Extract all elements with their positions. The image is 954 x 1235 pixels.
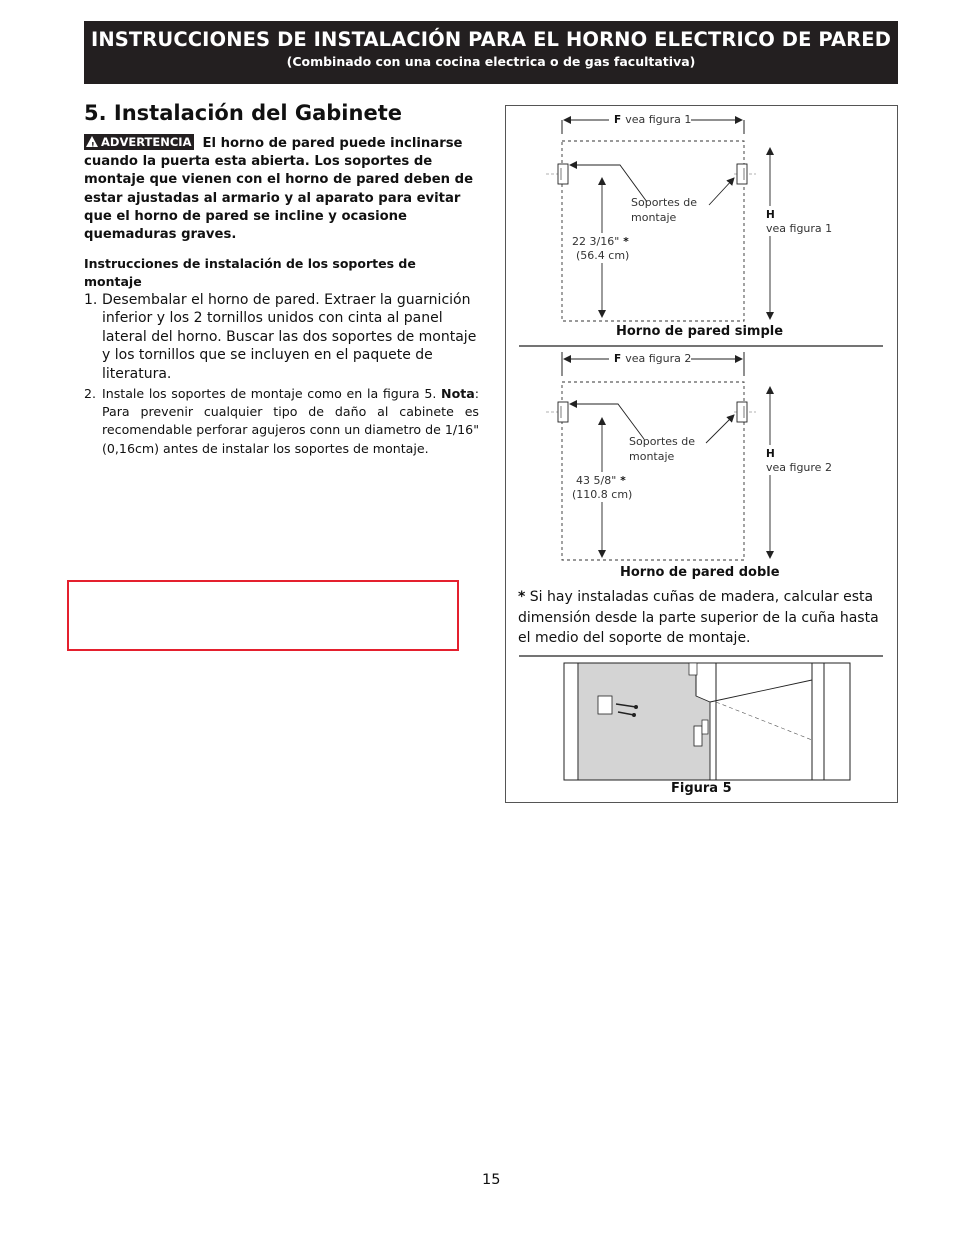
page-header [84,21,898,84]
leader-right [706,415,734,443]
warning-badge: ! ADVERTENCIA [84,134,194,150]
warning-text: El horno de pared puede inclinarse cuando la puerta esta abierta. Los soportes de montaje que vienen con el horno de pared deben de estar ajustadas al armario y al aparato para evitar que el horno de pared se incline y ocasione quemaduras graves. [84,136,474,243]
section-title: 5. Instalación del Gabinete [84,101,402,125]
svg-text:Fvea figura 1 [614,113,691,126]
svg-text:montaje: montaje [631,211,677,224]
f-reference: vea figura 2 [625,352,692,365]
cabinet-outline [562,382,744,560]
step-1: 1. Desembalar el horno de pared. Extraer la guarnición inferior y los 2 tornillos unidos con cinta al panel lateral del horno. Buscar las dos soportes de montaje y los tornillos que se incluyen en el paquete de literatura. [84,292,477,382]
cabinet-outline [562,141,744,321]
instructions-subheading: Instrucciones de instalación de los soportes de montaje [84,256,416,289]
header-subtitle: (Combinado con una cocina electrica o de gas facultativa) [286,54,696,69]
left-bracket-icon [558,402,568,422]
caption-double-oven: Horno de pared doble [620,565,780,580]
oven-side-panel [578,663,710,780]
bracket-icon [598,696,612,714]
bracket-label: Soportes de [629,435,696,448]
f-reference: vea figura 1 [625,113,692,126]
right-bracket-icon [737,164,747,184]
caption-single-oven: Horno de pared simple [616,324,784,339]
header-title: INSTRUCCIONES DE INSTALACIÓN PARA EL HORNO ELECTRICO DE PARED [90,28,892,51]
left-bracket-icon [558,164,568,184]
svg-text:Fvea figura 2 [614,352,691,365]
h-letter: H [766,448,775,460]
highlight-box [67,580,459,651]
h-reference: vea figura 1 [766,222,833,235]
dimension-value: 22 3/16" * [572,235,629,248]
installation-diagram [506,106,897,802]
figure-5-illustration [564,663,850,780]
leader-right [709,178,734,205]
leader-left [570,404,644,439]
svg-text:montaje: montaje [629,450,675,463]
warning-paragraph [84,134,479,244]
step-2-note-label: Nota [441,386,475,402]
dimension-value: 43 5/8" * [576,474,626,487]
right-bracket-icon [737,402,747,422]
page-number: 15 [482,1172,501,1188]
step-2: 2. Instale los soportes de montaje como en la figura 5. Nota: Para prevenir cualquier tipo de daño al cabinete es recomendable perforar agujeros conn un diametro de 1/16" (0,16cm) antes de instalar los soportes de montaje. [84,386,479,456]
double-oven-diagram [546,351,838,560]
figure-panel [505,105,898,803]
steps-list [84,291,479,458]
step-2-note-text: : Para prevenir cualquier tipo de daño al cabinete es recomendable perforar agujeros conn un diametro de 1/16" (0,16cm) antes de instalar los soportes de montaje. [102,386,479,456]
warning-icon: ! [86,136,98,147]
caption-figure-5: Figura 5 [671,781,732,796]
step-1-text: Desembalar el horno de pared. Extraer la guarnición inferior y los 2 tornillos unidos con cinta al panel lateral del horno. Buscar las dos soportes de montaje y los tornillos que se incluyen en el paquete de literatura. [102,292,477,382]
h-letter: H [766,209,775,221]
f-letter: F [614,114,622,126]
dimension-metric: (56.4 cm) [576,249,630,262]
footnote-text: Si hay instaladas cuñas de madera, calcular esta dimensión desde la parte superior de la cuña hasta el medio del soporte de montaje. [518,589,879,646]
f-letter: F [614,353,622,365]
dimension-metric: (110.8 cm) [572,488,633,501]
single-oven-diagram [546,112,838,321]
step-2-text: Instale los soportes de montaje como en la figura 5. [102,386,437,402]
bracket-label: Soportes de [631,196,698,209]
h-reference: vea figure 2 [766,461,832,474]
footnote: * Si hay instaladas cuñas de madera, calcular esta dimensión desde la parte superior de la cuña hasta el medio del soporte de montaje. [518,589,879,646]
